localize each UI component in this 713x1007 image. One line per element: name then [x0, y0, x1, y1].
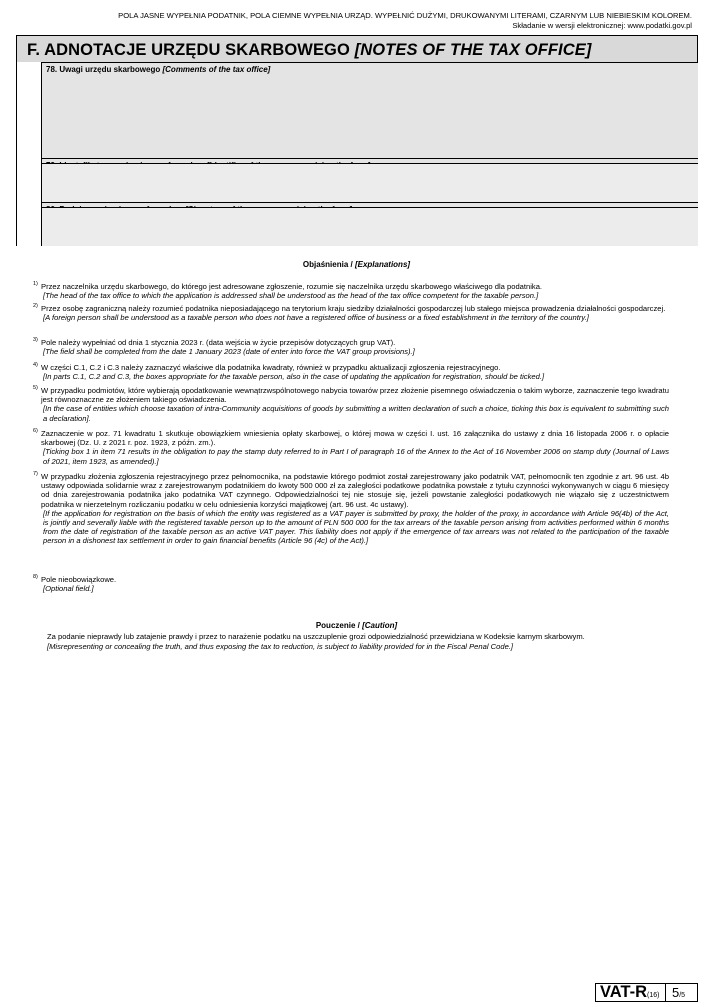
field-80-input[interactable] [42, 207, 698, 246]
field-78-comments [42, 62, 698, 158]
form-footer [595, 983, 698, 1002]
caution-text-pl: Za podanie nieprawdy lub zatajenie prawdy i przez to narażenie podatku na uszczuplenie grozi odpowiedzialność przewidziana w Kodeksie karnym skarbowym. [47, 632, 585, 641]
field-79-identifier [42, 158, 698, 202]
field-80-signature [42, 202, 698, 246]
footnote-5: $^{5)}$ W przypadku podmiotów, które wybierają opodatkowanie wewnątrzwspólnotowego nabycia towarów przez złożenie pisemnego oświadczenia o takim wyborze, zaznaczenie tego kwadratu jest równoznaczne ze złożeniem takiego oświadczenia. [In the case of entities which choose taxation of intra-Community acquisitions of goods by submitting a written declaration of such a choice, ticking this box is equivalent to submitting such a declaration]. [33, 385, 669, 423]
section-f-title: F. ADNOTACJE URZĘDU SKARBOWEGO [NOTES OF THE TAX OFFICE] [27, 41, 592, 59]
footnote-7: $^{7)}$ W przypadku złożenia zgłoszenia rejestracyjnego przez pełnomocnika, na podstawie którego podmiot został zarejestrowany jako podatnik VAT, pełnomocnik ten zgodnie z art. 96 ust. 4b ustawy odpowiada solidarnie wraz z zarejestrowanym podatnikiem do kwoty 500 000 zł za zaległości podatkowe podatnika powstałe z tytułu czynności wykonywanych w ciągu 6 miesięcy od dnia zarejestrowania podatnika jako podatnika VAT czynnego. Odpowiedzialności tej nie stosuje się, jeżeli powstanie zaległości podatkowych nie wiązało się z uczestnictwem podatnika w nierzetelnym rozliczaniu podatku w celu odniesienia korzyści majątkowej (art. 96 ust. 4c ustawy). [If the application for registration on the basis of which the entity was registered as a VAT payer is submitted by proxy, the holder of the proxy, in accordance with Article 96(4b) of the Act, is jointly and severally liable with the registered taxable person up to the amount of PLN 500 000 for the tax arrears of the taxable person arising from activities performed within 6 months from the date of registration of the taxable person as an active VAT payer. This liability does not apply if the emergence of tax arrears was not related to the participation of the taxable person in a dishonest tax settlement in order to gain financial benefits (Article 96 (4c) of the Act).] [33, 471, 669, 546]
caution-title: Pouczenie / [Caution] [315, 621, 398, 630]
field-78-label: 78. Uwagi urzędu skarbowego [Comments of the tax office] [46, 65, 271, 74]
footnote-3: $^{3)}$ Pole należy wypełniać od dnia 1 stycznia 2023 r. (data wejścia w życie przepisów dotyczących grup VAT). [The field shall be completed from the date 1 January 2023 (date of enter into force the VAT group provisions).] [33, 337, 415, 357]
footer-divider [665, 984, 666, 1001]
footnote-6: $^{6)}$ Zaznaczenie w poz. 71 kwadratu 1 skutkuje obowiązkiem wniesienia opłaty skarbowej, o której mowa w części I. ust. 16 załącznika do ustawy z dnia 16 listopada 2006 r. o opłacie skarbowej (Dz. U. z 2021 r. poz. 1923, z późn. zm.). [Ticking box 1 in item 71 results in the obligation to pay the stamp duty referred to in Part I of paragraph 16 of the Annex to the Act of 16 November 2006 on stamp duty (Journal of Laws of 2021, item 1923, as amended).] [33, 428, 669, 466]
footnote-2: $^{2)}$ Przez osobę zagraniczną należy rozumieć podatnika nieposiadającego na terytorium kraju siedziby działalności gospodarczej lub stałego miejsca prowadzenia działalności gospodarczej. [A foreign person shall be understood as a taxable person who does not have a registered office of business or a fixed establishment in the territory of the country.] [33, 303, 666, 323]
header-electronic-filing: Składanie w wersji elektronicznej: www.podatki.gov.pl [512, 21, 692, 30]
form-code: VAT-R [600, 983, 648, 1001]
form-version: (16) [647, 992, 660, 999]
field-79-input[interactable] [42, 163, 698, 202]
page-number: 5/5 [672, 985, 686, 1000]
caution-text [47, 632, 677, 651]
caution-text-en: [Misrepresenting or concealing the truth, and thus exposing the tax to reduction, is subject to liability provided for in the Fiscal Penal Code.] [47, 641, 514, 651]
footnote-8: $^{8)}$ Pole nieobowiązkowe. [Optional field.] [33, 574, 117, 594]
field-78-input[interactable] [42, 98, 698, 158]
section-f [16, 35, 698, 246]
header-instructions: POLA JASNE WYPEŁNIA PODATNIK, POLA CIEMNE WYPEŁNIA URZĄD. WYPEŁNIĆ DUŻYMI, DRUKOWANYMI LITERAMI, CZARNYM LUB NIEBIESKIM KOLOREM. [118, 11, 692, 20]
explanations-title: Objaśnienia / [Explanations] [302, 260, 411, 269]
footnote-1: $^{1)}$ Przez naczelnika urzędu skarbowego, do którego jest adresowane zgłoszenie, rozumie się naczelnika urzędu skarbowego właściwego dla podatnika. [The head of the tax office to which the application is addressed shall be understood as the head of the tax office competent for the taxable person.] [33, 281, 543, 301]
section-f-margin [17, 62, 42, 246]
footnote-4: $^{4)}$ W części C.1, C.2 i C.3 należy zaznaczyć właściwe dla podatnika kwadraty, również w przypadku aktualizacji zgłoszenia rejestracyjnego. [In parts C.1, C.2 and C.3, the boxes appropriate for the taxable person, also in the case of updating the application for registration, should be ticked.] [33, 362, 545, 382]
